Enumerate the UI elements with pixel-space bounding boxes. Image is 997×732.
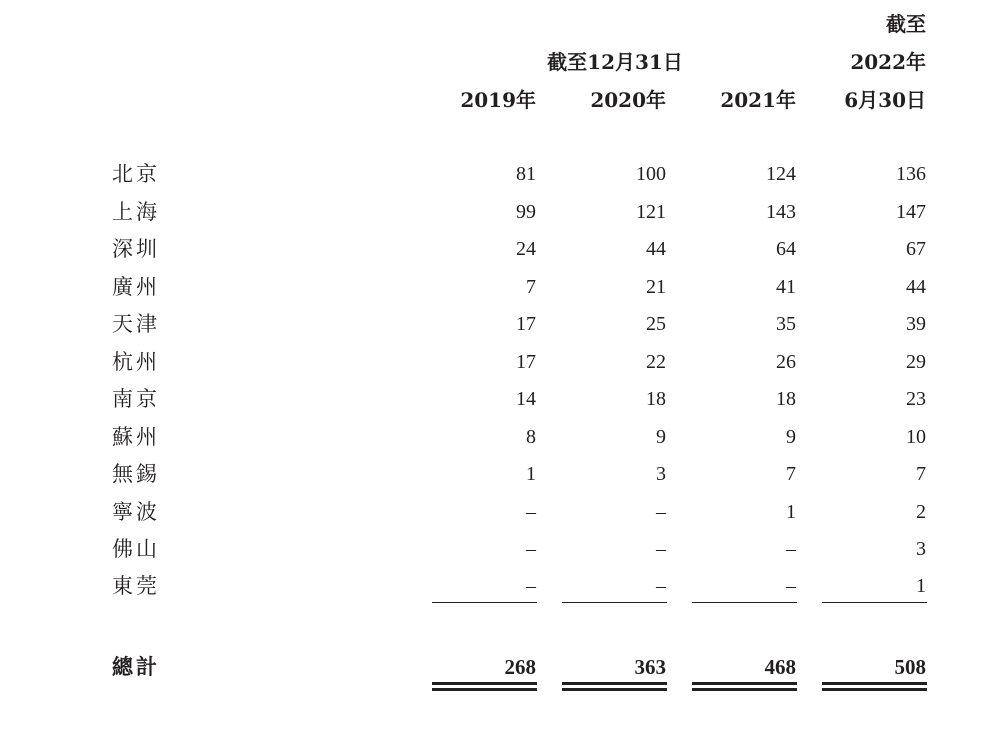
value-2022: 1 bbox=[916, 575, 926, 597]
value-2021: 18 bbox=[776, 388, 796, 410]
value-2019: 99 bbox=[516, 201, 536, 223]
value-2020: 25 bbox=[646, 313, 666, 335]
total-double-rule-2020 bbox=[562, 682, 667, 691]
city-label: 北京 bbox=[112, 162, 160, 186]
city-label: 蘇州 bbox=[112, 425, 160, 449]
value-2020: 44 bbox=[646, 238, 666, 260]
subtotal-rule-2022 bbox=[822, 602, 927, 603]
value-2020: – bbox=[656, 575, 666, 597]
total-2019: 268 bbox=[504, 655, 536, 679]
city-label: 天津 bbox=[112, 312, 160, 336]
header-col-2021: 2021年 bbox=[720, 88, 796, 112]
value-2022: 39 bbox=[906, 313, 926, 335]
value-2020: 9 bbox=[656, 426, 666, 448]
value-2022: 23 bbox=[906, 388, 926, 410]
city-label: 上海 bbox=[112, 200, 160, 224]
value-2019: 17 bbox=[516, 351, 536, 373]
total-double-rule-2019 bbox=[432, 682, 537, 691]
value-2021: 35 bbox=[776, 313, 796, 335]
value-2019: – bbox=[526, 501, 536, 523]
value-2020: – bbox=[656, 538, 666, 560]
value-2021: 64 bbox=[776, 238, 796, 260]
value-2021: 124 bbox=[766, 163, 796, 185]
value-2022: 44 bbox=[906, 276, 926, 298]
total-2021: 468 bbox=[764, 655, 796, 679]
value-2020: – bbox=[656, 501, 666, 523]
total-2022: 508 bbox=[894, 655, 926, 679]
header-col-2020: 2020年 bbox=[590, 88, 666, 112]
value-2020: 18 bbox=[646, 388, 666, 410]
subtotal-rule-2021 bbox=[692, 602, 797, 603]
value-2019: 17 bbox=[516, 313, 536, 335]
value-2021: 143 bbox=[766, 201, 796, 223]
total-double-rule-2022 bbox=[822, 682, 927, 691]
value-2021: – bbox=[786, 538, 796, 560]
value-2021: 41 bbox=[776, 276, 796, 298]
value-2019: 7 bbox=[526, 276, 536, 298]
city-label: 南京 bbox=[112, 387, 160, 411]
subtotal-rule-2019 bbox=[432, 602, 537, 603]
subtotal-rule-2020 bbox=[562, 602, 667, 603]
header-group-label: 截至12月31日 bbox=[547, 50, 683, 74]
city-label: 深圳 bbox=[112, 237, 160, 261]
header-col-2022-line1: 截至 bbox=[886, 12, 926, 36]
value-2020: 21 bbox=[646, 276, 666, 298]
city-label: 東莞 bbox=[112, 574, 160, 598]
value-2022: 29 bbox=[906, 351, 926, 373]
value-2022: 10 bbox=[906, 426, 926, 448]
value-2019: – bbox=[526, 575, 536, 597]
value-2022: 147 bbox=[896, 201, 926, 223]
value-2021: 26 bbox=[776, 351, 796, 373]
total-double-rule-2021 bbox=[692, 682, 797, 691]
city-label: 寧波 bbox=[112, 500, 160, 524]
value-2019: 8 bbox=[526, 426, 536, 448]
value-2022: 2 bbox=[916, 501, 926, 523]
value-2021: 7 bbox=[786, 463, 796, 485]
value-2021: 9 bbox=[786, 426, 796, 448]
value-2019: – bbox=[526, 538, 536, 560]
value-2019: 1 bbox=[526, 463, 536, 485]
header-col-2022-line2: 2022年 bbox=[850, 50, 926, 74]
value-2019: 24 bbox=[516, 238, 536, 260]
total-2020: 363 bbox=[634, 655, 666, 679]
value-2020: 3 bbox=[656, 463, 666, 485]
value-2021: 1 bbox=[786, 501, 796, 523]
header-col-2022-line3: 6月30日 bbox=[844, 88, 926, 112]
value-2022: 7 bbox=[916, 463, 926, 485]
header-col-2019: 2019年 bbox=[460, 88, 536, 112]
value-2021: – bbox=[786, 575, 796, 597]
total-label: 總計 bbox=[112, 654, 160, 679]
city-label: 杭州 bbox=[112, 350, 160, 374]
city-label: 佛山 bbox=[112, 537, 160, 561]
value-2019: 81 bbox=[516, 163, 536, 185]
value-2020: 22 bbox=[646, 351, 666, 373]
city-label: 廣州 bbox=[112, 275, 160, 299]
city-label: 無錫 bbox=[112, 462, 160, 486]
value-2022: 67 bbox=[906, 238, 926, 260]
value-2020: 100 bbox=[636, 163, 666, 185]
value-2019: 14 bbox=[516, 388, 536, 410]
value-2022: 3 bbox=[916, 538, 926, 560]
value-2022: 136 bbox=[896, 163, 926, 185]
value-2020: 121 bbox=[636, 201, 666, 223]
